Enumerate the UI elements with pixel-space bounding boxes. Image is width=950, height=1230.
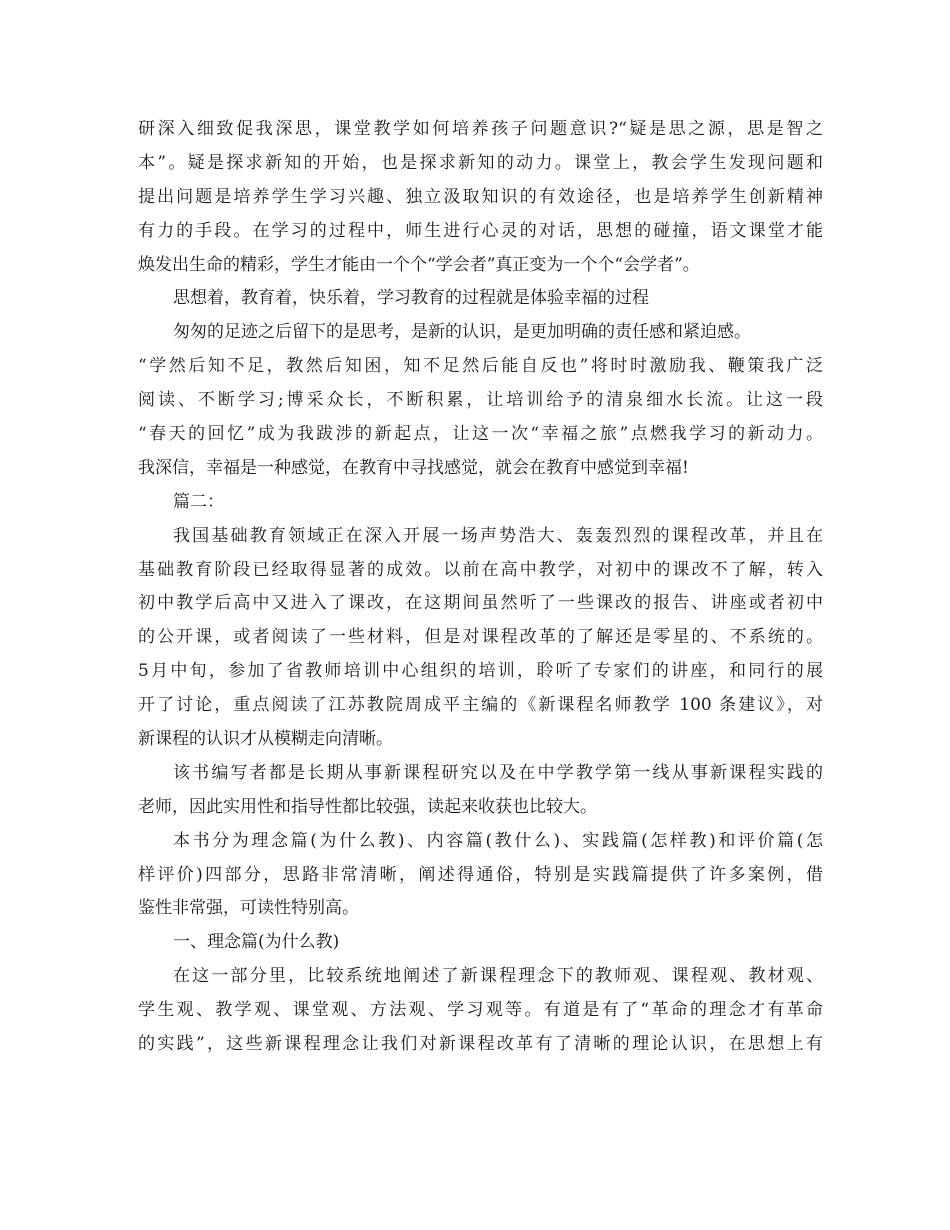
text-line: 学生观、教学观、课堂观、方法观、学习观等。有道是有了“革命的理念才有革命 <box>138 1000 823 1021</box>
text-line: 初中教学后高中又进入了课改，在这期间虽然听了一些课改的报告、讲座或者初中 <box>138 593 823 614</box>
text-line: 的实践”，这些新课程理念让我们对新课程改革有了清晰的理论认识，在思想上有 <box>138 1034 823 1055</box>
text-line: 老师，因此实用性和指导性都比较强，读起来收获也比较大。 <box>138 796 597 817</box>
text-line: 本书分为理念篇(为什么教)、内容篇(教什么)、实践篇(怎样教)和评价篇(怎 <box>173 830 823 851</box>
text-line: 该书编写者都是长期从事新课程研究以及在中学教学第一线从事新课程实践的 <box>173 762 823 783</box>
text-line: 样评价)四部分，思路非常清晰，阐述得通俗，特别是实践篇提供了许多案例，借 <box>138 864 823 885</box>
text-line: “学然后知不足，教然后知困，知不足然后能自反也”将时时激励我、鞭策我广泛 <box>138 356 823 377</box>
text-line: “春天的回忆”成为我跋涉的新起点，让这一次“幸福之旅”点燃我学习的新动力。 <box>138 424 823 445</box>
text-line: 基础教育阶段已经取得显著的成效。以前在高中教学，对初中的课改不了解，转入 <box>138 559 823 580</box>
text-line: 阅读、不断学习;博采众长，不断积累，让培训给予的清泉细水长流。让这一段 <box>138 390 823 411</box>
text-line: 鉴性非常强，可读性特别高。 <box>138 898 359 919</box>
text-line: 篇二： <box>173 491 224 512</box>
text-line: 开了讨论，重点阅读了江苏教院周成平主编的《新课程名师教学 100 条建议》，对 <box>138 695 823 716</box>
document-body-text <box>138 113 823 1062</box>
text-line: 研深入细致促我深思，课堂教学如何培养孩子问题意识?“疑是思之源，思是智之 <box>138 119 823 139</box>
text-line: 一、理念篇(为什么教) <box>173 932 340 953</box>
text-line: 匆匆的足迹之后留下的是思考，是新的认识，是更加明确的责任感和紧迫感。 <box>173 322 751 343</box>
text-line: 思想着，教育着，快乐着，学习教育的过程就是体验幸福的过程 <box>173 288 649 309</box>
text-line: 本”。疑是探求新知的开始，也是探求新知的动力。课堂上，教会学生发现问题和 <box>138 152 823 173</box>
text-line: 我深信，幸福是一种感觉，在教育中寻找感觉，就会在教育中感觉到幸福! <box>138 457 689 478</box>
text-line: 的公开课，或者阅读了一些材料，但是对课程改革的了解还是零星的、不系统的。 <box>138 627 823 648</box>
text-line: 有力的手段。在学习的过程中，师生进行心灵的对话，思想的碰撞，语文课堂才能 <box>138 220 823 241</box>
text-line: 新课程的认识才从模糊走向清晰。 <box>138 729 393 750</box>
text-line: 我国基础教育领域正在深入开展一场声势浩大、轰轰烈烈的课程改革，并且在 <box>173 525 823 546</box>
text-line: 焕发出生命的精彩，学生才能由一个个“学会者”真正变为一个个“会学者”。 <box>138 254 700 275</box>
text-line: 5月中旬，参加了省教师培训中心组织的培训，聆听了专家们的讲座，和同行的展 <box>138 661 823 682</box>
text-line: 在这一部分里，比较系统地阐述了新课程理念下的教师观、课程观、教材观、 <box>173 966 823 987</box>
text-line: 提出问题是培养学生学习兴趣、独立汲取知识的有效途径，也是培养学生创新精神 <box>138 186 823 207</box>
